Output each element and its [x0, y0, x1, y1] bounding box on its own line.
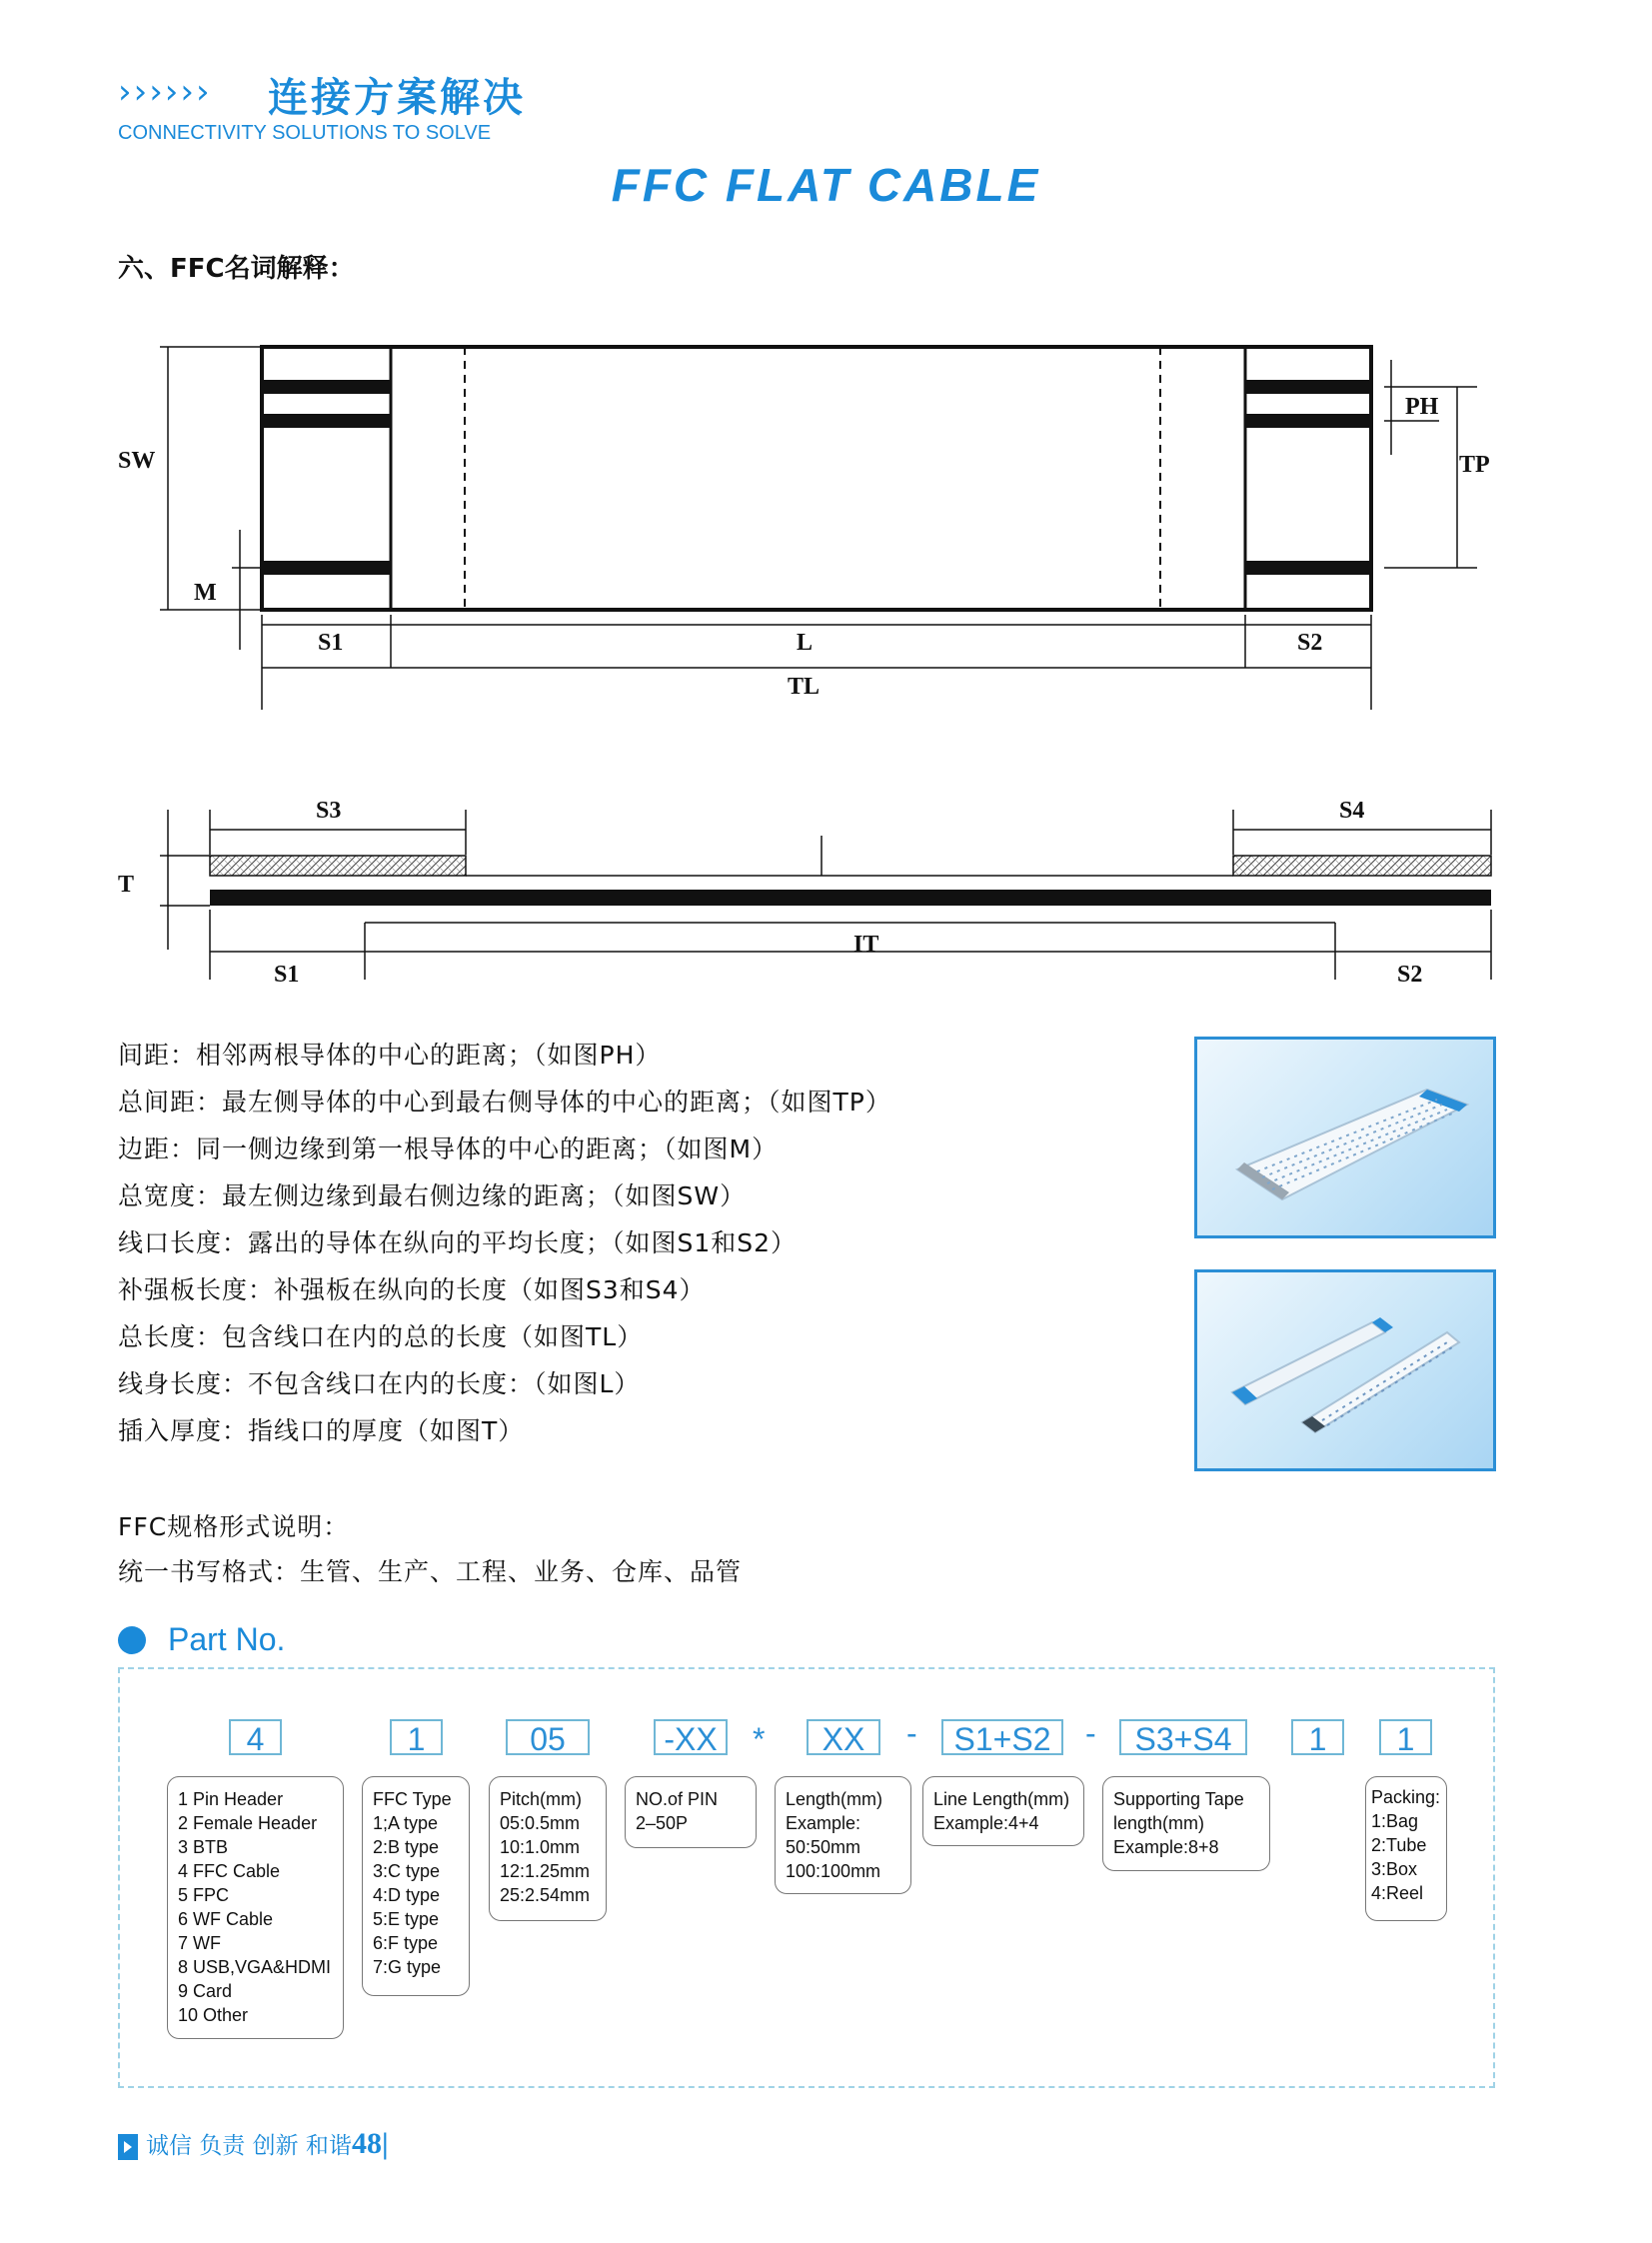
format-note: FFC规格形式说明： [118, 1512, 350, 1541]
ffc-cable-pair-illustration [1197, 1272, 1493, 1468]
label-s2: S2 [1297, 630, 1323, 656]
footer-bar-icon: | [381, 2127, 389, 2160]
page-title: FFC FLAT CABLE [611, 159, 1041, 211]
ffc-cable-photo-1 [1194, 1037, 1496, 1238]
product-item: 6 WF Cable [178, 1909, 274, 1929]
tape-item: Supporting Tape [1113, 1789, 1244, 1809]
pins-item: NO.of PIN [636, 1789, 719, 1809]
part-no-title: Part No. [168, 1621, 286, 1657]
product-item: 3 BTB [178, 1837, 229, 1857]
packing-item: Packing: [1371, 1787, 1441, 1807]
line-length-list [922, 1776, 1084, 1846]
header-arrows: ›››››› [118, 72, 212, 112]
definition-line: 间距：相邻两根导体的中心的距离；（如图PH） [118, 1041, 662, 1070]
label-it: IT [853, 932, 879, 958]
ffc-side-view-diagram [0, 780, 1652, 1000]
ffc-cable-photo-2 [1194, 1269, 1496, 1471]
definition-line: 总宽度：最左侧边缘到最右侧边缘的距离；（如图SW） [118, 1181, 747, 1210]
pitch-item: 25:2.54mm [500, 1885, 591, 1905]
pins-item: 2–50P [636, 1813, 689, 1833]
separator-dash: - [1085, 1715, 1096, 1751]
code-box-pins: -XX [654, 1719, 728, 1755]
ffc-type-item: 3:C type [373, 1861, 441, 1881]
packing-list [1365, 1776, 1447, 1921]
length-item: Length(mm) [786, 1789, 883, 1809]
pitch-item: Pitch(mm) [500, 1789, 582, 1809]
definition-line: 线身长度：不包含线口在内的长度：（如图L） [118, 1369, 641, 1398]
format-note: 统一书写格式：生管、生产、工程、业务、仓库、品管 [118, 1557, 743, 1586]
ffc-type-list [362, 1776, 470, 1996]
play-arrow-icon [118, 2134, 138, 2160]
length-list [775, 1776, 911, 1894]
header-title-en: CONNECTIVITY SOLUTIONS TO SOLVE [118, 122, 492, 144]
length-item: 50:50mm [786, 1837, 861, 1857]
product-list [167, 1776, 344, 2039]
code-box-ffc-type: 1 [390, 1719, 443, 1755]
label-tp: TP [1459, 452, 1490, 478]
product-item: 5 FPC [178, 1885, 230, 1905]
pitch-item: 05:0.5mm [500, 1813, 581, 1833]
definition-line: 插入厚度：指线口的厚度（如图T） [118, 1416, 525, 1445]
code-box-pitch: 05 [506, 1719, 590, 1755]
section-title: 六、FFC名词解释： [118, 254, 355, 284]
product-item: 4 FFC Cable [178, 1861, 281, 1881]
product-item: 8 USB,VGA&HDMI [178, 1957, 332, 1977]
packing-item: 4:Reel [1371, 1883, 1424, 1903]
product-item: 9 Card [178, 1981, 233, 2001]
code-box-length: XX [807, 1719, 880, 1755]
packing-item: 3:Box [1371, 1859, 1418, 1879]
product-item: 10 Other [178, 2005, 249, 2025]
label-s1: S1 [318, 630, 344, 656]
line-length-item: Line Length(mm) [933, 1789, 1070, 1809]
ffc-type-item: FFC Type [373, 1789, 452, 1809]
code-box-option: 1 [1291, 1719, 1344, 1755]
header-title-cn: 连接方案解决 [268, 75, 526, 121]
pitch-list [489, 1776, 607, 1921]
ffc-type-item: 5:E type [373, 1909, 440, 1929]
label-s1-side: S1 [274, 962, 300, 988]
length-item: Example: [786, 1813, 861, 1833]
definition-line: 线口长度：露出的导体在纵向的平均长度；（如图S1和S2） [118, 1228, 798, 1257]
label-s3: S3 [316, 798, 342, 824]
separator-dash: - [906, 1715, 917, 1751]
definition-line: 总间距：最左侧导体的中心到最右侧导体的中心的距离；（如图TP） [118, 1088, 891, 1117]
product-item: 7 WF [178, 1933, 221, 1953]
definition-line: 补强板长度：补强板在纵向的长度（如图S3和S4） [118, 1275, 706, 1304]
product-item: 2 Female Header [178, 1813, 318, 1833]
part-no-heading [118, 1621, 285, 1658]
pins-list [625, 1776, 757, 1848]
label-s4: S4 [1339, 798, 1365, 824]
separator-star: * [753, 1721, 766, 1757]
code-box-line-length: S1+S2 [941, 1719, 1063, 1755]
line-length-item: Example:4+4 [933, 1813, 1039, 1833]
label-l: L [797, 630, 814, 656]
code-box-tape: S3+S4 [1119, 1719, 1247, 1755]
label-s2-side: S2 [1397, 962, 1423, 988]
definition-line: 总长度：包含线口在内的总的长度（如图TL） [118, 1322, 644, 1351]
footer [118, 2127, 389, 2161]
tape-item: Example:8+8 [1113, 1837, 1219, 1857]
definition-line: 边距：同一侧边缘到第一根导体的中心的距离；（如图M） [118, 1134, 779, 1163]
footer-slogan: 诚信 负责 创新 和谐 [146, 2133, 352, 2159]
page-number: 48 [351, 2127, 382, 2160]
tape-list [1102, 1776, 1270, 1871]
ffc-cable-illustration [1197, 1040, 1493, 1235]
label-sw: SW [118, 448, 156, 474]
code-box-packing: 1 [1379, 1719, 1432, 1755]
ffc-type-item: 6:F type [373, 1933, 439, 1953]
bullet-dot-icon [118, 1626, 146, 1654]
ffc-type-item: 4:D type [373, 1885, 441, 1905]
label-ph: PH [1405, 394, 1439, 420]
label-tl: TL [788, 674, 821, 700]
label-t: T [118, 872, 135, 898]
product-item: 1 Pin Header [178, 1789, 284, 1809]
label-m: M [194, 580, 217, 606]
packing-item: 2:Tube [1371, 1835, 1427, 1855]
pitch-item: 10:1.0mm [500, 1837, 581, 1857]
ffc-type-item: 1;A type [373, 1813, 439, 1833]
code-box-product: 4 [229, 1719, 282, 1755]
pitch-item: 12:1.25mm [500, 1861, 591, 1881]
tape-item: length(mm) [1113, 1813, 1205, 1833]
ffc-type-item: 7:G type [373, 1957, 442, 1977]
ffc-type-item: 2:B type [373, 1837, 440, 1857]
packing-item: 1:Bag [1371, 1811, 1419, 1831]
length-item: 100:100mm [786, 1861, 881, 1881]
